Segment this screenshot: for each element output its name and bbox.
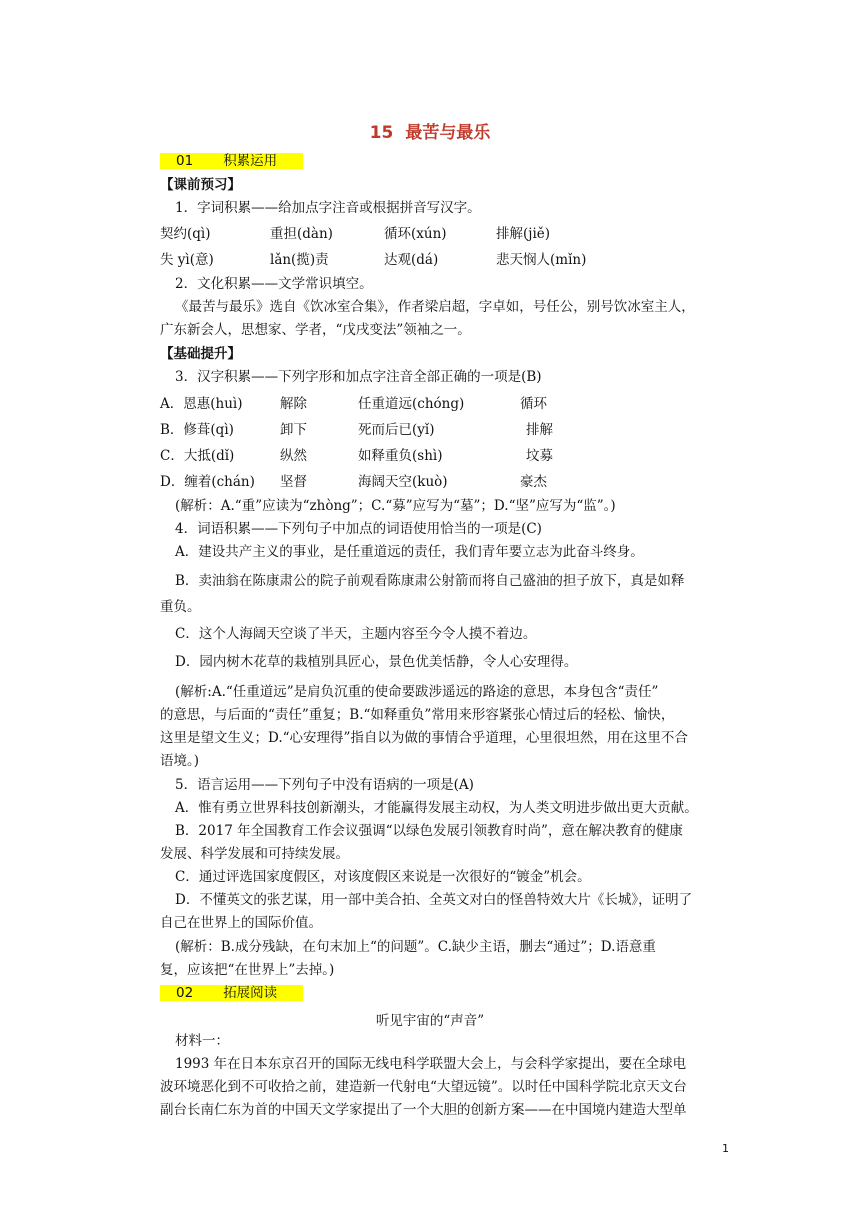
- question-3: 3．汉字积累——下列字形和加点字注音全部正确的一项是(B): [175, 369, 542, 385]
- option-item: 坚督: [280, 474, 307, 490]
- option-d-cont: 自己在世界上的国际价值。: [160, 915, 322, 931]
- vocab-item: lǎn(揽)责: [270, 252, 329, 268]
- option-item: 海阔天空(kuò): [358, 474, 448, 490]
- vocab-item: 契约(qì): [160, 226, 211, 242]
- option-d: D．园内树木花草的栽植别具匠心，景色优美恬静，令人心安理得。: [175, 654, 578, 670]
- option-item: 死而后已(yǐ): [358, 422, 435, 438]
- option-item: 纵然: [280, 448, 307, 464]
- vocab-item: 达观(dá): [384, 252, 439, 268]
- vocab-item: 失 yì(意): [160, 252, 214, 268]
- title-text: 最苦与最乐: [405, 123, 491, 143]
- option-item: B．修葺(qì): [160, 422, 234, 438]
- analysis-note: (解析:A.“任重道远”是肩负沉重的使命要跋涉遥远的路途的意思，本身包含“责任”: [175, 684, 659, 700]
- option-b-cont: 重负。: [160, 599, 201, 615]
- option-a: A．惟有勇立世界科技创新潮头，才能赢得发展主动权，为人类文明进步做出更大贡献。: [175, 800, 698, 816]
- paragraph-line: 波环境恶化到不可收拾之前，建造新一代射电“大望远镜”。以时任中国科学院北京天文台: [160, 1079, 687, 1095]
- section-label: 积累运用: [223, 153, 278, 169]
- option-c: C．通过评选国家度假区，对该度假区来说是一次很好的“镀金”机会。: [175, 869, 591, 885]
- section-number: 01: [176, 153, 194, 169]
- analysis-note: 复，应该把“在世界上”去掉。): [160, 962, 335, 978]
- option-b-cont: 发展、科学发展和可持续发展。: [160, 846, 349, 862]
- analysis-note: 这里是望文生义；D.“心安理得”指自以为做的事情合乎道理，心里很坦然，用在这里不合: [160, 730, 688, 746]
- analysis-note: (解析：B.成分残缺，在句末加上“的问题”。C.缺少主语，删去“通过”；D.语意重: [175, 939, 656, 955]
- analysis-note: 语境。): [160, 753, 200, 769]
- question-1: 1．字词积累——给加点字注音或根据拼音写汉字。: [175, 200, 481, 216]
- option-item: A．恩惠(huì): [160, 396, 243, 412]
- option-c: C．这个人海阔天空谈了半天，主题内容至今令人摸不着边。: [175, 626, 537, 642]
- section-badge-2: [160, 984, 303, 1002]
- paragraph-line: 广东新会人，思想家、学者，“戊戌变法”领袖之一。: [160, 322, 471, 338]
- vocab-item: 悲天悯人(mǐn): [496, 252, 587, 268]
- analysis-note: (解析：A.“重”应读为“zhòng”；C.“募”应写为“墓”；D.“坚”应写为“监”。): [175, 498, 616, 514]
- option-a: A．建设共产主义的事业，是任重道远的责任，我们青年要立志为此奋斗终身。: [175, 544, 644, 560]
- option-item: C．大抵(dǐ): [160, 448, 235, 464]
- title-number: 15: [369, 123, 394, 143]
- option-item: 坟募: [526, 448, 553, 464]
- reading-title: 听见宇宙的“声音”: [375, 1013, 485, 1029]
- option-b: B．2017 年全国教育工作会议强调“以绿色发展引领教育时尚”，意在解决教育的健康: [175, 823, 683, 839]
- option-item: 解除: [280, 396, 307, 412]
- basic-heading: 【基础提升】: [160, 346, 241, 362]
- paragraph-line: 1993 年在日本东京召开的国际无线电科学联盟大会上，与会科学家提出，要在全球电: [175, 1056, 687, 1072]
- section-label: 拓展阅读: [223, 985, 278, 1001]
- paragraph-line: 《最苦与最乐》选自《饮冰室合集》，作者梁启超，字卓如，号任公，别号饮冰室主人，: [175, 299, 695, 315]
- preview-heading: 【课前预习】: [160, 177, 241, 193]
- vocab-item: 排解(jiě): [496, 226, 551, 242]
- material-label: 材料一：: [175, 1033, 229, 1049]
- vocab-item: 重担(dàn): [270, 226, 333, 242]
- option-item: 排解: [526, 422, 553, 438]
- section-badge-1: [160, 152, 303, 170]
- option-item: 如释重负(shì): [358, 448, 443, 464]
- paragraph-line: 副台长南仁东为首的中国天文学家提出了一个大胆的创新方案——在中国境内建造大型单: [160, 1102, 687, 1118]
- question-2: 2．文化积累——文学常识填空。: [175, 276, 373, 292]
- vocab-item: 循环(xún): [384, 226, 447, 242]
- page-number: 1: [722, 1142, 729, 1155]
- option-item: 循环: [520, 396, 547, 412]
- question-4: 4．词语积累——下列句子中加点的词语使用恰当的一项是(C): [175, 521, 542, 537]
- option-item: 任重道远(chóng): [358, 396, 465, 412]
- option-item: 卸下: [280, 422, 307, 438]
- section-number: 02: [176, 985, 194, 1001]
- option-item: D．缠着(chán): [160, 474, 255, 490]
- option-item: 豪杰: [520, 474, 547, 490]
- analysis-note: 的意思，与后面的“责任”重复；B.“如释重负”常用来形容紧张心情过后的轻松、愉快，: [160, 707, 675, 723]
- page-title: [0, 118, 860, 143]
- option-d: D．不懂英文的张艺谋，用一部中美合拍、全英文对白的怪兽特效大片《长城》，证明了: [175, 892, 693, 908]
- option-b: B．卖油翁在陈康肃公的院子前观看陈康肃公射箭而将自己盛油的担子放下，真是如释: [175, 573, 685, 589]
- question-5: 5．语言运用——下列句子中没有语病的一项是(A): [175, 777, 474, 793]
